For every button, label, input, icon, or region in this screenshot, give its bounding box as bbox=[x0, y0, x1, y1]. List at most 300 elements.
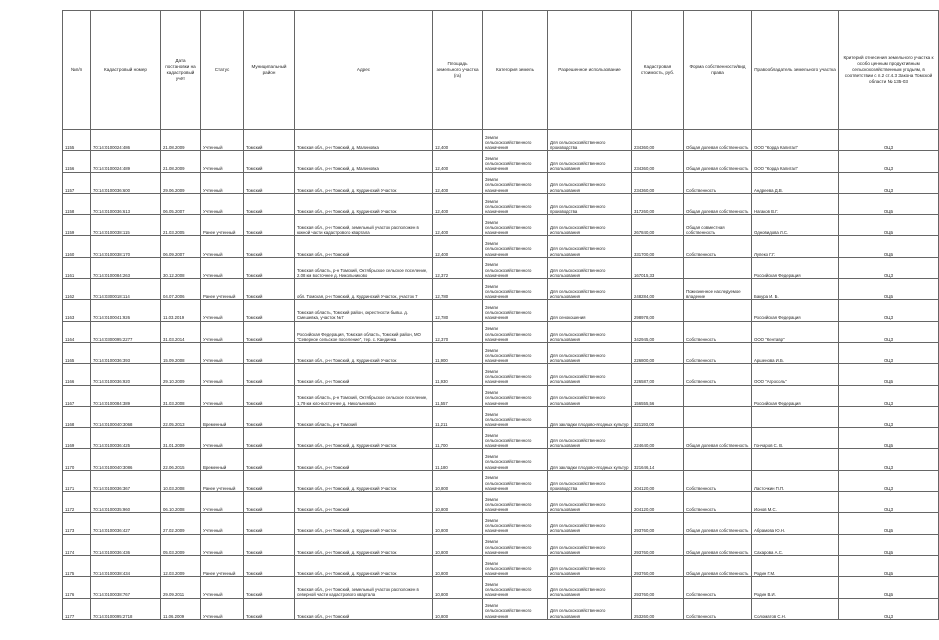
table-row bbox=[63, 577, 939, 598]
cell-row-number: 1175 bbox=[63, 555, 91, 576]
header-cell-cadastral-value: Кадастровая стоимость, руб. bbox=[632, 11, 684, 130]
cell-district: Томский bbox=[244, 342, 295, 363]
cell-land-category: Земли сельскохозяйственного назначения bbox=[483, 342, 548, 363]
cell-right-holder: ООО "Агросоль" bbox=[752, 364, 839, 385]
cell-cadastral-value: 253260,00 bbox=[632, 598, 684, 619]
cell-ownership-form: Собственность bbox=[684, 492, 752, 513]
table-row bbox=[63, 555, 939, 576]
cell-address: Томская обл., р-н Томский bbox=[295, 449, 433, 470]
cell-status: Учтенный bbox=[201, 385, 244, 406]
cell-area: 12,400 bbox=[433, 215, 483, 236]
cell-criterion: ОЦБ bbox=[839, 193, 939, 214]
cell-criterion: ОЦЗ bbox=[839, 257, 939, 278]
cell-cadastral-value: 234360,00 bbox=[632, 172, 684, 193]
cell-right-holder bbox=[752, 406, 839, 427]
cell-cadastral-value: 156555,56 bbox=[632, 385, 684, 406]
cell-area: 12,400 bbox=[433, 172, 483, 193]
cell-row-number: 1176 bbox=[63, 577, 91, 598]
cell-area: 10,800 bbox=[433, 513, 483, 534]
cell-ownership-form: Собственность bbox=[684, 364, 752, 385]
table-row bbox=[63, 300, 939, 321]
cell-address: Томская область, Томский район, окрестности бывш. д. Смешевка, участок №7 bbox=[295, 300, 433, 321]
cell-district: Томский bbox=[244, 385, 295, 406]
cell-land-category: Земли сельскохозяйственного назначения bbox=[483, 449, 548, 470]
cell-cadastral-number: 70:14:0100038:115 bbox=[91, 215, 161, 236]
table-row bbox=[63, 449, 939, 470]
cell-right-holder: Российская Федерация bbox=[752, 300, 839, 321]
cell-row-number: 1156 bbox=[63, 151, 91, 172]
cell-land-category: Земли сельскохозяйственного назначения bbox=[483, 555, 548, 576]
cell-permitted-use: Для сельскохозяйственного использования bbox=[548, 555, 632, 576]
cell-right-holder: Сахарова А.С. bbox=[752, 534, 839, 555]
cell-district: Томский bbox=[244, 279, 295, 300]
cell-permitted-use: Для сельскохозяйственного использования bbox=[548, 534, 632, 555]
table-row bbox=[63, 236, 939, 257]
cell-area: 11,180 bbox=[433, 449, 483, 470]
cell-status: Учтенный bbox=[201, 172, 244, 193]
cell-address: Томская обл., р-н Томский, д. Малиновка bbox=[295, 151, 433, 172]
cell-district: Томский bbox=[244, 449, 295, 470]
cell-area: 12,780 bbox=[433, 300, 483, 321]
cell-area: 11,930 bbox=[433, 364, 483, 385]
cell-status: Учтенный bbox=[201, 193, 244, 214]
cell-status: Учтенный bbox=[201, 342, 244, 363]
cell-address: Томская обл., р-н Томский, д. Кудринский Участок bbox=[295, 513, 433, 534]
cell-right-holder: Бакура И. Б. bbox=[752, 279, 839, 300]
cell-registration-date: 31.01.2009 bbox=[161, 428, 201, 449]
cell-registration-date: 29.06.2009 bbox=[161, 172, 201, 193]
cell-area: 10,800 bbox=[433, 598, 483, 619]
cell-cadastral-value: 234360,00 bbox=[632, 151, 684, 172]
cell-land-category: Земли сельскохозяйственного назначения bbox=[483, 257, 548, 278]
cell-area: 12,780 bbox=[433, 279, 483, 300]
table-row bbox=[63, 470, 939, 491]
cell-district: Томский bbox=[244, 151, 295, 172]
cell-cadastral-number: 70:14:0100038:434 bbox=[91, 555, 161, 576]
header-cell-cadastral-number: Кадастровый номер bbox=[91, 11, 161, 130]
cell-cadastral-number: 70:14:0100036:436 bbox=[91, 534, 161, 555]
cell-permitted-use: Для сельскохозяйственного использования bbox=[548, 172, 632, 193]
cell-area: 11,700 bbox=[433, 428, 483, 449]
cell-status: Учтенный bbox=[201, 364, 244, 385]
cell-cadastral-value: 293760,00 bbox=[632, 534, 684, 555]
cell-land-category: Земли сельскохозяйственного назначения bbox=[483, 279, 548, 300]
cell-row-number: 1164 bbox=[63, 321, 91, 342]
cell-status: Учтенный bbox=[201, 257, 244, 278]
cell-criterion: ОЦЗ bbox=[839, 342, 939, 363]
cell-row-number: 1160 bbox=[63, 236, 91, 257]
cell-ownership-form: Собственность bbox=[684, 236, 752, 257]
cell-area: 11,557 bbox=[433, 385, 483, 406]
cell-right-holder: ООО "Кентавр" bbox=[752, 321, 839, 342]
cell-row-number: 1167 bbox=[63, 385, 91, 406]
table-row bbox=[63, 428, 939, 449]
cell-row-number: 1163 bbox=[63, 300, 91, 321]
cell-ownership-form: Общая долевая собственность bbox=[684, 193, 752, 214]
cell-status: Ранее учтенный bbox=[201, 279, 244, 300]
cell-ownership-form bbox=[684, 300, 752, 321]
header-cell-land-category: Категория земель bbox=[483, 11, 548, 130]
header-cell-permitted-use: Разрешенное использование bbox=[548, 11, 632, 130]
cell-row-number: 1170 bbox=[63, 449, 91, 470]
cell-cadastral-value: 224640,00 bbox=[632, 428, 684, 449]
cell-district: Томский bbox=[244, 193, 295, 214]
cell-cadastral-value: 204120,00 bbox=[632, 492, 684, 513]
cell-registration-date: 22.05.2013 bbox=[161, 406, 201, 427]
cell-registration-date: 05.03.2009 bbox=[161, 534, 201, 555]
cell-land-category: Земли сельскохозяйственного назначения bbox=[483, 598, 548, 619]
cell-area: 11,211 bbox=[433, 406, 483, 427]
cell-land-category: Земли сельскохозяйственного назначения bbox=[483, 428, 548, 449]
table-row bbox=[63, 279, 939, 300]
cell-address: Томская обл., р-н Томский bbox=[295, 492, 433, 513]
cell-permitted-use: Для сельскохозяйственного использования bbox=[548, 151, 632, 172]
cell-cadastral-number: 70:14:0100084:263 bbox=[91, 257, 161, 278]
cell-area: 10,800 bbox=[433, 492, 483, 513]
cell-address: Томская обл., р-н Томский, д. Кудринский Участок bbox=[295, 428, 433, 449]
cell-row-number: 1161 bbox=[63, 257, 91, 278]
cell-row-number: 1173 bbox=[63, 513, 91, 534]
cell-permitted-use: Для сельскохозяйственного использования bbox=[548, 513, 632, 534]
cell-criterion: ОЦБ bbox=[839, 364, 939, 385]
cell-permitted-use: Для закладки плодово-ягодных культур bbox=[548, 449, 632, 470]
cell-criterion: ОЦБ bbox=[839, 513, 939, 534]
cell-land-category: Земли сельскохозяйственного назначения bbox=[483, 236, 548, 257]
cell-land-category: Земли сельскохозяйственного назначения bbox=[483, 215, 548, 236]
cell-permitted-use: Для сельскохозяйственного использования bbox=[548, 385, 632, 406]
cell-cadastral-value: 248284,00 bbox=[632, 279, 684, 300]
cell-row-number: 1158 bbox=[63, 193, 91, 214]
cell-cadastral-value: 267840,00 bbox=[632, 215, 684, 236]
cell-ownership-form bbox=[684, 449, 752, 470]
cell-ownership-form bbox=[684, 385, 752, 406]
cell-registration-date: 12.03.2009 bbox=[161, 555, 201, 576]
cell-cadastral-number: 70:14:0100036:613 bbox=[91, 193, 161, 214]
cell-registration-date: 29.09.2011 bbox=[161, 577, 201, 598]
cell-cadastral-number: 70:14:0100036:367 bbox=[91, 470, 161, 491]
cell-registration-date: 06.05.2007 bbox=[161, 193, 201, 214]
cell-right-holder: Абрамова Ю.Н. bbox=[752, 513, 839, 534]
cell-row-number: 1165 bbox=[63, 342, 91, 363]
cell-permitted-use: Для сельскохозяйственного использования bbox=[548, 342, 632, 363]
cell-ownership-form: Общая долевая собственность bbox=[684, 151, 752, 172]
cell-criterion: ОЦБ bbox=[839, 555, 939, 576]
cell-district: Томский bbox=[244, 130, 295, 151]
cell-registration-date: 30.12.2008 bbox=[161, 257, 201, 278]
cell-status: Ранее учтенный bbox=[201, 470, 244, 491]
cell-ownership-form: Собственность bbox=[684, 172, 752, 193]
cell-district: Томский bbox=[244, 428, 295, 449]
cell-district: Томский bbox=[244, 406, 295, 427]
cell-address: Томская обл., р-н Томский bbox=[295, 364, 433, 385]
header-cell-right-holder: Правообладатель земельного участка bbox=[752, 11, 839, 130]
cell-ownership-form: Общая долевая собственность bbox=[684, 534, 752, 555]
cell-cadastral-value: 321646,14 bbox=[632, 449, 684, 470]
cell-address: Томская обл., р-н Томский, д. Кудринский Участок bbox=[295, 534, 433, 555]
cell-permitted-use: Для сельскохозяйственного производства bbox=[548, 130, 632, 151]
cell-registration-date: 06.09.2007 bbox=[161, 236, 201, 257]
cell-permitted-use: Для сельскохозяйственного использования bbox=[548, 279, 632, 300]
cell-right-holder: Российская Федерация bbox=[752, 385, 839, 406]
header-row bbox=[63, 11, 939, 130]
cell-registration-date: 04.07.2006 bbox=[161, 279, 201, 300]
header-cell-district: Муниципальный район bbox=[244, 11, 295, 130]
cell-district: Томский bbox=[244, 257, 295, 278]
cell-right-holder: Родин В.И. bbox=[752, 577, 839, 598]
cell-land-category: Земли сельскохозяйственного назначения bbox=[483, 577, 548, 598]
cell-registration-date: 21.08.2009 bbox=[161, 130, 201, 151]
cell-land-category: Земли сельскохозяйственного назначения bbox=[483, 130, 548, 151]
cell-cadastral-number: 70:14:0100041:926 bbox=[91, 300, 161, 321]
cell-address: Томская обл., р-н Томский, д. Кудринский Участок bbox=[295, 193, 433, 214]
cell-cadastral-value: 293760,00 bbox=[632, 513, 684, 534]
cell-criterion: ОЦЗ bbox=[839, 130, 939, 151]
cell-right-holder: Соломатов С.Н. bbox=[752, 598, 839, 619]
cell-ownership-form: Собственность bbox=[684, 342, 752, 363]
cell-area: 10,800 bbox=[433, 470, 483, 491]
cell-land-category: Земли сельскохозяйственного назначения bbox=[483, 534, 548, 555]
cell-status: Временный bbox=[201, 449, 244, 470]
cell-district: Томский bbox=[244, 534, 295, 555]
cell-criterion: ОЦБ bbox=[839, 215, 939, 236]
cell-cadastral-number: 70:14:0300018:114 bbox=[91, 279, 161, 300]
table-row bbox=[63, 130, 939, 151]
cell-criterion: ОЦЗ bbox=[839, 470, 939, 491]
cell-cadastral-value: 342945,00 bbox=[632, 321, 684, 342]
cell-area: 12,370 bbox=[433, 321, 483, 342]
cell-cadastral-value: 167015,33 bbox=[632, 257, 684, 278]
cell-cadastral-number: 70:14:0100036:425 bbox=[91, 428, 161, 449]
cell-land-category: Земли сельскохозяйственного назначения bbox=[483, 470, 548, 491]
cell-status: Учтенный bbox=[201, 321, 244, 342]
cell-land-category: Земли сельскохозяйственного назначения bbox=[483, 151, 548, 172]
cell-permitted-use: Для закладки плодово-ягодных культур bbox=[548, 406, 632, 427]
cell-status: Временный bbox=[201, 406, 244, 427]
header-cell-address: Адрес bbox=[295, 11, 433, 130]
cell-cadastral-number: 70:14:0300095:2277 bbox=[91, 321, 161, 342]
cell-cadastral-number: 70:14:0100038:767 bbox=[91, 577, 161, 598]
cell-district: Томский bbox=[244, 555, 295, 576]
cell-status: Учтенный bbox=[201, 130, 244, 151]
header-cell-ownership-form: Форма собственности/вид права bbox=[684, 11, 752, 130]
cell-right-holder: Аршенова И.Б. bbox=[752, 342, 839, 363]
cell-cadastral-value: 317260,00 bbox=[632, 193, 684, 214]
table-row bbox=[63, 215, 939, 236]
table-row bbox=[63, 513, 939, 534]
cell-permitted-use: Для сельскохозяйственного использования bbox=[548, 321, 632, 342]
cell-cadastral-number: 70:14:0100024:489 bbox=[91, 151, 161, 172]
cell-row-number: 1171 bbox=[63, 470, 91, 491]
cell-registration-date: 10.03.2008 bbox=[161, 470, 201, 491]
cell-district: Томский bbox=[244, 577, 295, 598]
cell-cadastral-value: 331700,00 bbox=[632, 236, 684, 257]
cell-cadastral-number: 70:14:0100036:920 bbox=[91, 364, 161, 385]
cell-right-holder: Российская Федерация bbox=[752, 257, 839, 278]
cell-address: обл. Томская, р-н Томский, д. Кудринский Участок, участок 7 bbox=[295, 279, 433, 300]
header-cell-area: Площадь земельного участка (га) bbox=[433, 11, 483, 130]
cell-criterion: ОЦЗ bbox=[839, 449, 939, 470]
cell-land-category: Земли сельскохозяйственного назначения bbox=[483, 172, 548, 193]
cell-row-number: 1174 bbox=[63, 534, 91, 555]
cell-area: 12,400 bbox=[433, 236, 483, 257]
cell-criterion: ОЦЗ bbox=[839, 172, 939, 193]
cell-criterion: ОЦБ bbox=[839, 236, 939, 257]
cell-cadastral-value: 298978,00 bbox=[632, 300, 684, 321]
cell-row-number: 1169 bbox=[63, 428, 91, 449]
table-row bbox=[63, 342, 939, 363]
table-row bbox=[63, 321, 939, 342]
land-parcel-table bbox=[62, 10, 939, 620]
cell-ownership-form: Собственность bbox=[684, 598, 752, 619]
cell-ownership-form: Общая долевая собственность bbox=[684, 513, 752, 534]
cell-address: Томская обл., р-н Томский bbox=[295, 598, 433, 619]
cell-address: Томская обл., р-н Томский, д. Кудринский Участок bbox=[295, 555, 433, 576]
cell-district: Томский bbox=[244, 492, 295, 513]
cell-district: Томский bbox=[244, 321, 295, 342]
cell-cadastral-value: 293760,00 bbox=[632, 577, 684, 598]
cell-area: 12,400 bbox=[433, 151, 483, 172]
header-cell-num: №п/п bbox=[63, 11, 91, 130]
cell-right-holder: Нагаков В.Г. bbox=[752, 193, 839, 214]
table-row bbox=[63, 257, 939, 278]
cell-status: Учтенный bbox=[201, 577, 244, 598]
cell-cadastral-number: 70:14:0100036:600 bbox=[91, 172, 161, 193]
cell-district: Томский bbox=[244, 364, 295, 385]
cell-cadastral-value: 293760,00 bbox=[632, 555, 684, 576]
cell-address: Томская обл., р-н Томский bbox=[295, 236, 433, 257]
cell-permitted-use: Для сельскохозяйственного использования bbox=[548, 257, 632, 278]
cell-criterion: ОЦЗ bbox=[839, 492, 939, 513]
cell-cadastral-number: 70:14:0100084:389 bbox=[91, 385, 161, 406]
cell-right-holder: Лупеко Г.Г. bbox=[752, 236, 839, 257]
cell-status: Учтенный bbox=[201, 513, 244, 534]
cell-ownership-form: Общая долевая собственность bbox=[684, 428, 752, 449]
cell-right-holder: Ионов М.С. bbox=[752, 492, 839, 513]
cell-status: Учтенный bbox=[201, 492, 244, 513]
cell-permitted-use: Для сельскохозяйственного использования bbox=[548, 577, 632, 598]
cell-registration-date: 31.03.2014 bbox=[161, 321, 201, 342]
cell-row-number: 1172 bbox=[63, 492, 91, 513]
cell-land-category: Земли сельскохозяйственного назначения bbox=[483, 321, 548, 342]
cell-right-holder: Гончаров С. В. bbox=[752, 428, 839, 449]
cell-area: 10,800 bbox=[433, 534, 483, 555]
table-row bbox=[63, 172, 939, 193]
cell-permitted-use: Для сельскохозяйственного производства bbox=[548, 193, 632, 214]
cell-ownership-form: Общая совместная собственность bbox=[684, 215, 752, 236]
table-row bbox=[63, 598, 939, 619]
cell-right-holder: ООО "Корда Капитал" bbox=[752, 151, 839, 172]
cell-row-number: 1166 bbox=[63, 364, 91, 385]
cell-criterion: ОЦЗ bbox=[839, 385, 939, 406]
cell-registration-date: 11.03.2019 bbox=[161, 300, 201, 321]
cell-registration-date: 27.02.2009 bbox=[161, 513, 201, 534]
cell-criterion: ОЦБ bbox=[839, 577, 939, 598]
cell-permitted-use: Для сельскохозяйственного использования bbox=[548, 428, 632, 449]
cell-registration-date: 11.06.2009 bbox=[161, 598, 201, 619]
cell-cadastral-value: 321193,00 bbox=[632, 406, 684, 427]
cell-area: 12,372 bbox=[433, 257, 483, 278]
cell-ownership-form: Собственность bbox=[684, 470, 752, 491]
cell-cadastral-number: 70:14:0100040:3068 bbox=[91, 406, 161, 427]
cell-district: Томский bbox=[244, 513, 295, 534]
cell-criterion: ОЦЗ bbox=[839, 300, 939, 321]
cell-district: Томский bbox=[244, 172, 295, 193]
cell-cadastral-number: 70:14:0100040:3086 bbox=[91, 449, 161, 470]
header-cell-criterion: Критерий отнесения земельного участка к особо ценным продуктивным сельскохозяйственным угодьям, в соответствии с п.2 ст.4.3 Закона Томской области № 135-03 bbox=[839, 11, 939, 130]
cell-cadastral-number: 70:14:0100095:2718 bbox=[91, 598, 161, 619]
cell-status: Учтенный bbox=[201, 534, 244, 555]
cell-area: 12,400 bbox=[433, 130, 483, 151]
cell-status: Ранее учтенный bbox=[201, 215, 244, 236]
cell-permitted-use: Для сельскохозяйственного использования bbox=[548, 364, 632, 385]
cell-status: Учтенный bbox=[201, 151, 244, 172]
cell-right-holder: Ласточкин П.П. bbox=[752, 470, 839, 491]
table-row bbox=[63, 193, 939, 214]
cell-permitted-use: Для сельскохозяйственного использования bbox=[548, 598, 632, 619]
cell-land-category: Земли сельскохозяйственного назначения bbox=[483, 385, 548, 406]
cell-row-number: 1162 bbox=[63, 279, 91, 300]
cell-ownership-form: Общая долевая собственность bbox=[684, 130, 752, 151]
cell-right-holder: Андреева Д.В. bbox=[752, 172, 839, 193]
cell-land-category: Земли сельскохозяйственного назначения bbox=[483, 300, 548, 321]
cell-ownership-form: Собственность bbox=[684, 577, 752, 598]
cell-row-number: 1155 bbox=[63, 130, 91, 151]
cell-cadastral-number: 70:14:0100024:486 bbox=[91, 130, 161, 151]
header-cell-status: Статус bbox=[201, 11, 244, 130]
cell-address: Томская область, р-н Томский, Октябрьское сельское поселение, 2.08 км восточнее д. Никольниково bbox=[295, 257, 433, 278]
cell-land-category: Земли сельскохозяйственного назначения bbox=[483, 406, 548, 427]
cell-land-category: Земли сельскохозяйственного назначения bbox=[483, 513, 548, 534]
cell-address: Томская область, р-н Томский bbox=[295, 406, 433, 427]
table-row bbox=[63, 151, 939, 172]
cell-address: Томская обл., р-н Томский, д. Кудринский Участок bbox=[295, 470, 433, 491]
cell-criterion: ОЦБ bbox=[839, 428, 939, 449]
cell-criterion: ОЦЗ bbox=[839, 406, 939, 427]
cell-registration-date: 21.08.2009 bbox=[161, 151, 201, 172]
cell-right-holder: Родин Г.М. bbox=[752, 555, 839, 576]
cell-cadastral-value: 226587,00 bbox=[632, 364, 684, 385]
header-cell-registration-date: Дата постановки на кадастровый учёт bbox=[161, 11, 201, 130]
cell-status: Учтенный bbox=[201, 598, 244, 619]
cell-registration-date: 29.10.2009 bbox=[161, 364, 201, 385]
cell-land-category: Земли сельскохозяйственного назначения bbox=[483, 364, 548, 385]
table-row bbox=[63, 534, 939, 555]
cell-criterion: ОЦЗ bbox=[839, 598, 939, 619]
cell-registration-date: 15.09.2008 bbox=[161, 342, 201, 363]
cell-criterion: ОЦБ bbox=[839, 534, 939, 555]
table-row bbox=[63, 406, 939, 427]
cell-area: 12,400 bbox=[433, 193, 483, 214]
cell-address: Томская обл., р-н Томский, земельный участок расположен в северной части кадастрового квартала bbox=[295, 577, 433, 598]
cell-address: Томская обл., р-н Томский, д. Малиновка bbox=[295, 130, 433, 151]
cell-permitted-use: Для сельскохозяйственного использования bbox=[548, 215, 632, 236]
cell-ownership-form: Общая долевая собственность bbox=[684, 555, 752, 576]
cell-land-category: Земли сельскохозяйственного назначения bbox=[483, 492, 548, 513]
cell-ownership-form: Пожизненное наследуемое владение bbox=[684, 279, 752, 300]
cell-district: Томский bbox=[244, 215, 295, 236]
cell-criterion: ОЦБ bbox=[839, 279, 939, 300]
cell-registration-date: 06.10.2008 bbox=[161, 492, 201, 513]
table-row bbox=[63, 385, 939, 406]
cell-district: Томский bbox=[244, 300, 295, 321]
cell-district: Томский bbox=[244, 598, 295, 619]
cell-registration-date: 31.03.2008 bbox=[161, 385, 201, 406]
cell-area: 10,800 bbox=[433, 555, 483, 576]
cell-address: Томская обл., р-н Томский, д. Кудринский Участок bbox=[295, 172, 433, 193]
cell-permitted-use: Для сельскохозяйственного использования bbox=[548, 236, 632, 257]
cell-cadastral-number: 70:14:0100036:427 bbox=[91, 513, 161, 534]
cell-area: 11,900 bbox=[433, 342, 483, 363]
